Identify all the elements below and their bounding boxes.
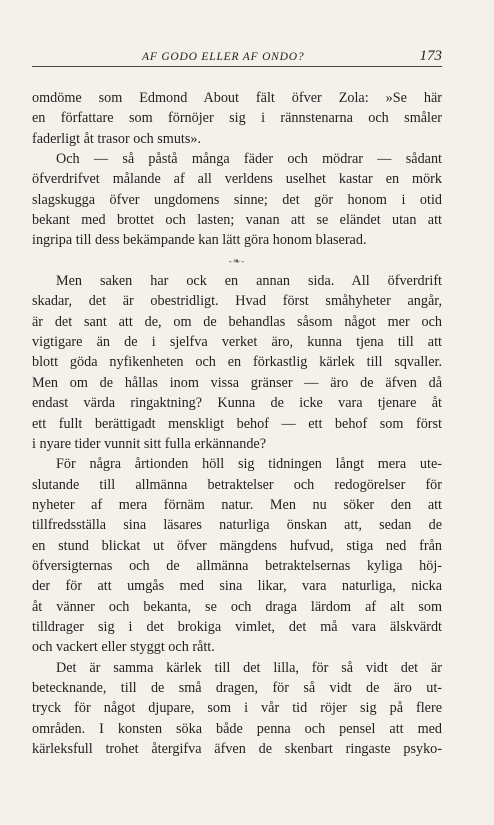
text-line: en stund blickat ut öfver mängdens hufvud, stiga ned från bbox=[32, 537, 442, 554]
text-line: omdöme som Edmond About fält öfver Zola: »Se här bbox=[32, 90, 442, 106]
text-line: kärleksfull trohet återgifva äfven de skenbart ringaste psyko- bbox=[32, 741, 442, 757]
text-line: öfversigternas och de allmänna betraktelsernas kyliga höj- bbox=[32, 557, 442, 574]
text-line: betecknande, till de små dragen, för så vidt de äro ut- bbox=[32, 679, 442, 696]
text-line: åt vänner och bekanta, se och draga lärdom af alt som bbox=[32, 598, 442, 615]
text-line: bekant med brottet och lasten; vanan att se eländet utan att bbox=[32, 212, 442, 229]
page-header bbox=[32, 46, 442, 68]
text-line: För några årtionden höll sig tidningen långt mera ute- bbox=[56, 456, 442, 473]
text-line: öfverdrifvet målande af all verldens uselhet kastar en mörk bbox=[32, 171, 442, 188]
text-line: slagskugga öfver ungdomens sinne; det gör honom i otid bbox=[32, 191, 442, 208]
text-line: är det sant att de, om de behandlas såsom något mer och bbox=[32, 313, 442, 330]
page-body bbox=[32, 88, 442, 759]
text-line: en författare som förnöjer sig i rännstenarna och småler bbox=[32, 110, 442, 127]
section-ornament: -❧- bbox=[228, 255, 246, 266]
text-line: ett fullt berättigadt menskligt behof — ett behof som först bbox=[32, 415, 442, 432]
text-line: blott göda nyfikenheten och en förkastlig kärlek till sqvaller. bbox=[32, 354, 442, 371]
text-line: tillfredsställa sina läsares naturliga önskan att, sedan de bbox=[32, 517, 442, 534]
text-line: der för att umgås med sina likar, vara naturliga, nicka bbox=[32, 578, 442, 595]
text-line: skadar, det är obestridligt. Hvad först småhyheter angår, bbox=[32, 293, 442, 310]
text-line: faderligt åt trasor och smuts». bbox=[32, 130, 202, 147]
text-line: endast värda ringaktning? Kunna de icke vara tjenare åt bbox=[32, 395, 442, 412]
text-line: i nyare tider vunnit sitt fulla erkännande? bbox=[32, 435, 267, 452]
text-line: Det är samma kärlek till det lilla, för så vidt det är bbox=[56, 659, 442, 676]
header-rule bbox=[32, 66, 442, 67]
text-line: slutande till allmänna betraktelser och redogörelser för bbox=[32, 476, 442, 493]
text-line: tryck för något djupare, som i vår tid röjer sig på flere bbox=[32, 700, 442, 717]
text-line: områden. I konsten söka både penna och pensel att med bbox=[32, 720, 442, 737]
text-line: tilldrager sig i det brokiga vimlet, det må vara älskvärdt bbox=[32, 618, 442, 635]
text-line: vigtigare än de i sjelfva verket äro, kunna tjena till att bbox=[32, 334, 442, 351]
text-line: Men om de hållas inom vissa gränser — äro de äfven då bbox=[32, 374, 442, 391]
running-title: AF GODO ELLER AF ONDO? bbox=[142, 51, 305, 63]
text-line: ingripa till dess bekämpande kan lätt göra honom blaserad. bbox=[32, 232, 367, 249]
text-line: och vackert eller styggt och rått. bbox=[32, 639, 215, 656]
text-line: Och — så påstå många fäder och mödrar — sådant bbox=[56, 151, 442, 168]
text-line: Men saken har ock en annan sida. All öfverdrift bbox=[56, 273, 442, 290]
text-line: nyheter af mera förnäm natur. Men nu söker den att bbox=[32, 496, 442, 513]
page-number: 173 bbox=[419, 48, 442, 64]
